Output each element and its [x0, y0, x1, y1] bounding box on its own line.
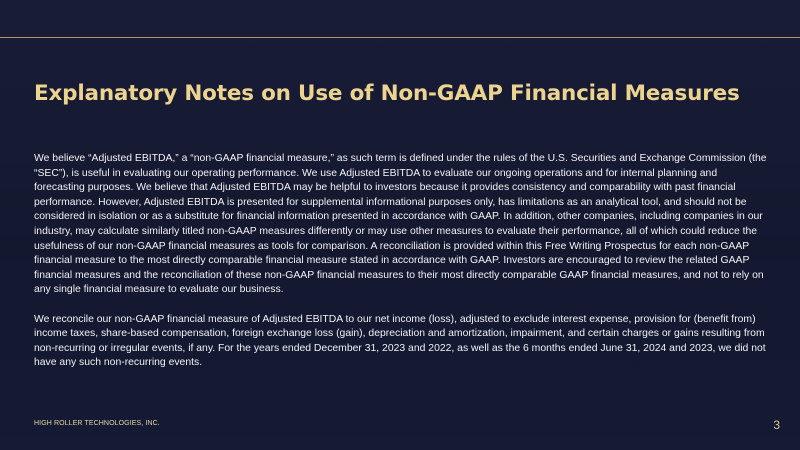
- page-title: Explanatory Notes on Use of Non-GAAP Financial Measures: [34, 81, 740, 106]
- body-text: [34, 152, 770, 386]
- paragraph-reconciliation: We reconcile our non-GAAP financial measure of Adjusted EBITDA to our net income (loss), adjusted to exclude interest expense, provision for (benefit from) income taxes, share-based compensation, foreign exchange loss (gain), depreciation and amortization, impairment, and certain charges or gains resulting from non-recurring or irregular events, if any. For the years ended December 31, 2023 and 2022, as well as the 6 months ended June 31, 2024 and 2023, we did not have any such non-recurring events.: [34, 313, 766, 369]
- paragraph-adjusted-ebitda-definition: We believe “Adjusted EBITDA,” a “non-GAAP financial measure,” as such term is defined under the rules of the U.S. Securities and Exchange Commission (the “SEC”), is useful in evaluating our operating performance. We use Adjusted EBITDA to evaluate our ongoing operations and for internal planning and forecasting purposes. We believe that Adjusted EBITDA may be helpful to investors because it provides consistency and comparability with past financial performance. However, Adjusted EBITDA is presented for supplemental informational purposes only, has limitations as an analytical tool, and should not be considered in isolation or as a substitute for financial information presented in accordance with GAAP. In addition, other companies, including companies in our industry, may calculate similarly titled non-GAAP measures differently or may use other measures to evaluate their performance, all of which could reduce the usefulness of our non-GAAP financial measures as tools for comparison. A reconciliation is provided within this Free Writing Prospectus for each non-GAAP financial measure to the most directly comparable financial measure stated in accordance with GAAP. Investors are encouraged to review the related GAAP financial measures and the reconciliation of these non-GAAP financial measures to their most directly comparable GAAP financial measures, and not to rely on any single financial measure to evaluate our business.: [34, 153, 767, 296]
- top-divider: [0, 37, 800, 38]
- page-number: 3: [773, 418, 780, 432]
- footer-company-name: HIGH ROLLER TECHNOLOGIES, INC.: [34, 420, 160, 427]
